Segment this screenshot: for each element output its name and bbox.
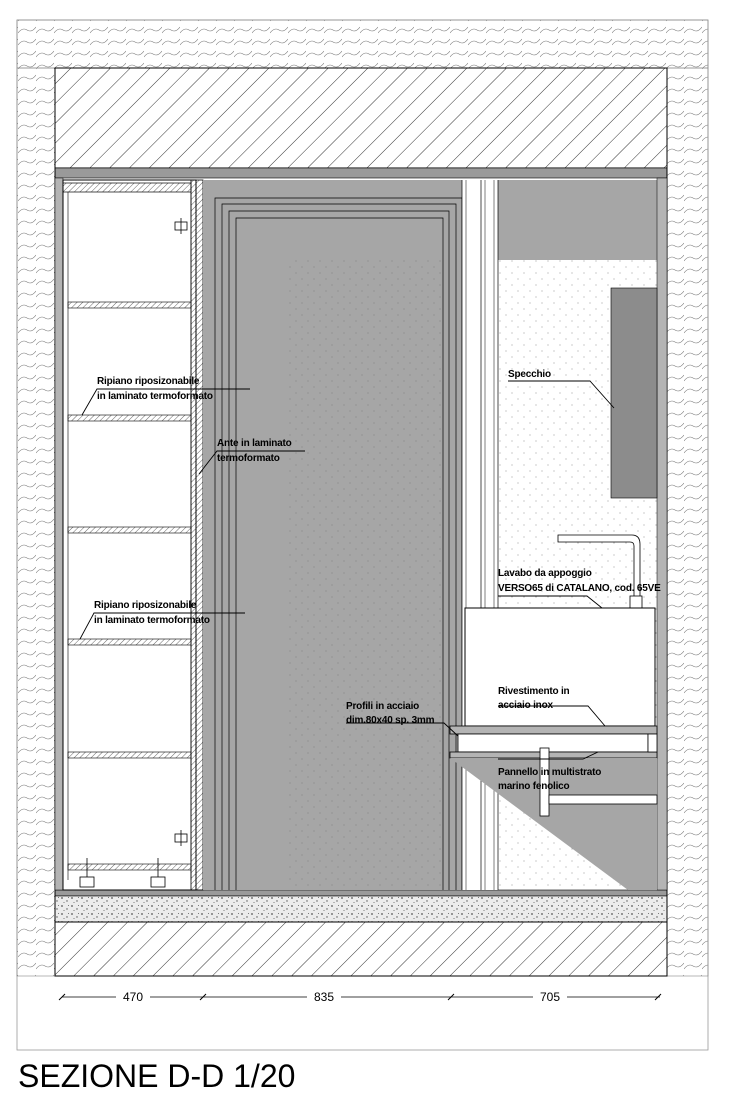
- label-lavabo-a: Lavabo da appoggio: [498, 568, 592, 579]
- dimension-705: 705: [539, 990, 561, 1004]
- label-ripiano-1b: in laminato termoformato: [97, 391, 213, 402]
- label-pannello-b: marino fenolico: [498, 781, 570, 792]
- label-profili-b: dim.80x40 sp. 3mm: [346, 715, 435, 726]
- wardrobe-cabinet: [63, 180, 203, 890]
- label-ripiano-1a: Ripiano riposizonabile: [97, 376, 200, 387]
- ceiling-slab: [55, 68, 667, 178]
- label-ripiano-2a: Ripiano riposizonabile: [94, 600, 197, 611]
- label-ante-b: termoformato: [217, 453, 280, 464]
- label-rivestimento-b: acciaio inox: [498, 700, 553, 711]
- floor-slab: [55, 890, 667, 976]
- right-wall-finish: [657, 178, 667, 890]
- label-ripiano-2b: in laminato termoformato: [94, 615, 210, 626]
- label-rivestimento-a: Rivestimento in: [498, 686, 570, 697]
- left-wall-finish: [55, 178, 63, 890]
- dimension-470: 470: [122, 990, 144, 1004]
- drawing-title: SEZIONE D-D 1/20: [18, 1058, 296, 1094]
- rear-wall: [285, 260, 443, 890]
- countertop: [450, 726, 657, 758]
- label-specchio: Specchio: [508, 369, 551, 380]
- dimension-835: 835: [313, 990, 335, 1004]
- mirror: [611, 288, 657, 498]
- dimension-line: [59, 989, 661, 1004]
- label-ante-a: Ante in laminato: [217, 438, 292, 449]
- label-pannello-a: Pannello in multistrato: [498, 767, 602, 778]
- basin: [465, 608, 655, 726]
- label-profili-a: Profili in acciaio: [346, 701, 420, 712]
- label-lavabo-b: VERSO65 di CATALANO, cod. 65VE: [498, 583, 661, 594]
